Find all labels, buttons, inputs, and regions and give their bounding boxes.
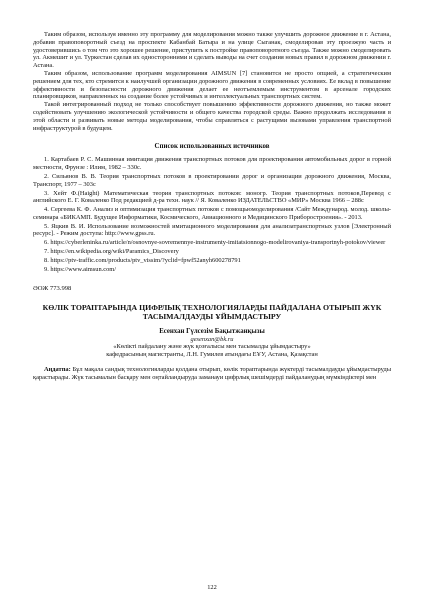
abstract-label: Аңдатпа: [44,365,71,373]
reference-item-6[interactable]: 6. https://cyberleninka.ru/article/n/osnovnye-sovremennye-instrumenty-imitatsionnogo-modelirovaniya-transportnyh-potokov/viewer [44,239,386,247]
author-name: Есенхан Гүлсезім Бақытжанқызы [159,328,265,336]
affiliation-line-2: кафедрасының магистранты, Л.Н. Гумилев атындағы ЕҰУ, Астана, Қазақстан [106,351,318,358]
abstract [33,366,391,382]
article-title: КӨЛІК ТОРАПТАРЫНДА ЦИФРЛЫҚ ТЕХНОЛОГИЯЛАРДЫ ПАЙДАЛАНА ОТЫРЫП ЖҮК ТАСЫМАЛДАУДЫ ҰЙЫМДАСТЫРУ [42,302,382,321]
body-paragraph-1: Таким образом, используя именно эту программу для моделирования можно также улучшить дорожное движение в г. Астана, добавив правоповоротный съезд на проспекте Кабанбай Батыра и на улице Сыганак, смоделировав эту проезжую часть и удостоверившись о том что это хорошее решение, приступить к постройке правоповоротного съезда. Также можно смоделировать ул. Акмешит и ул. Туркестан сделав их односторонними и сделать выводы на счет создания новых правил в дорожном движении г. Астана. [33,31,391,70]
body-paragraph-3: Такой интегрированный подход не только способствует повышению эффективности дорожного движения, но также может содействовать улучшению экологической устойчивости и общего качества городской среды. Важно продолжать исследования в этой области и развивать новые методы моделирования, чтобы справляться с растущими вызовами управления транспортной инфраструктурой в будущем. [33,101,391,132]
reference-item-4: 4. Сергеева К. Ф. Анализ и оптимизация транспортных потоков с помощьюмоделирования /Сайт Международ. молод. школы-семинара «БИКАМП. Будущее Информатики, Космического, Авиационного и Медицинского Приборостроения». - 2013. [33,206,391,221]
author-email[interactable]: gesenxan@bk.ru [190,336,234,344]
references-list [33,156,391,273]
body-paragraph-2: Таким образом, использование программ моделирования AIMSUN [7] становится не просто опцией, а стратегическим решением для тех, кто стремится к наилучшей организации дорожного движения в современных условиях. Ее вклад в повышение эффективности и безопасности дорожного движения делает ее неотъемлемым инструментом в арсенале городских планировщиков, направленных на создание более устойчивых и интеллектуальных транспортных систем. [33,69,391,101]
references-title: Список использованных источников [154,143,270,151]
reference-item-8[interactable]: 8. https://ptv-traffic.com/products/ptv_vissim/?yclid=fpwf52anyh600278791 [44,257,241,265]
udc-code: ӘОЖ 773.998 [33,284,72,292]
reference-item-5: 5. Яцкив В. И. Использование возможностей имитационного моделирования для анализатранспортных узлов [Электронный ресурс]. - Режим доступа: http://www.gpss.ru. [33,222,391,238]
reference-item-2: 2. Сильянов В. В. Теория транспортных потоков в проектировании дорог и организации дорожного движения, Москва, Транспорт, 1977 – 303с [33,172,391,188]
reference-item-3: 3. Хейт Ф.(Haight) Математическая теория транспортных потоков: моногр. Теория транспортных потоков,Перевод с английского Е. Г. Коваленко Под редакцией д-ра техн. наук // Я. Коваленко ИЗДАТЕЛЬСТВО «МИР» Москва 1966 – 288с [33,189,391,205]
page-number: 122 [207,584,217,591]
reference-item-7[interactable]: 7. https://en.wikipedia.org/wiki/Paramics_Discovery [44,248,179,256]
reference-item-9[interactable]: 9. https://www.aimsun.com/ [44,266,117,274]
reference-item-1: 1. Картабаев Р. С. Машинная имитация движения транспортных потоков для проектирования автомобильных дорог в горной местности, Фрунзе : Илим, 1982 – 330с. [33,156,391,171]
abstract-text: Бұл мақала сандық технологияларды қолдана отырып, көлік тораптарында жүктерді тасымалдауды ұйымдастыруды қарастырады. Жүк тасымалын басқару мен оңтайландыруда заманауи цифрлық шешімдерді пайдаланудың мүмкіндіктері мен [33,365,391,381]
affiliation-line-1: «Көлікті пайдалану және жүк қозғалысы мен тасымалды ұйымдастыру» [113,343,311,351]
